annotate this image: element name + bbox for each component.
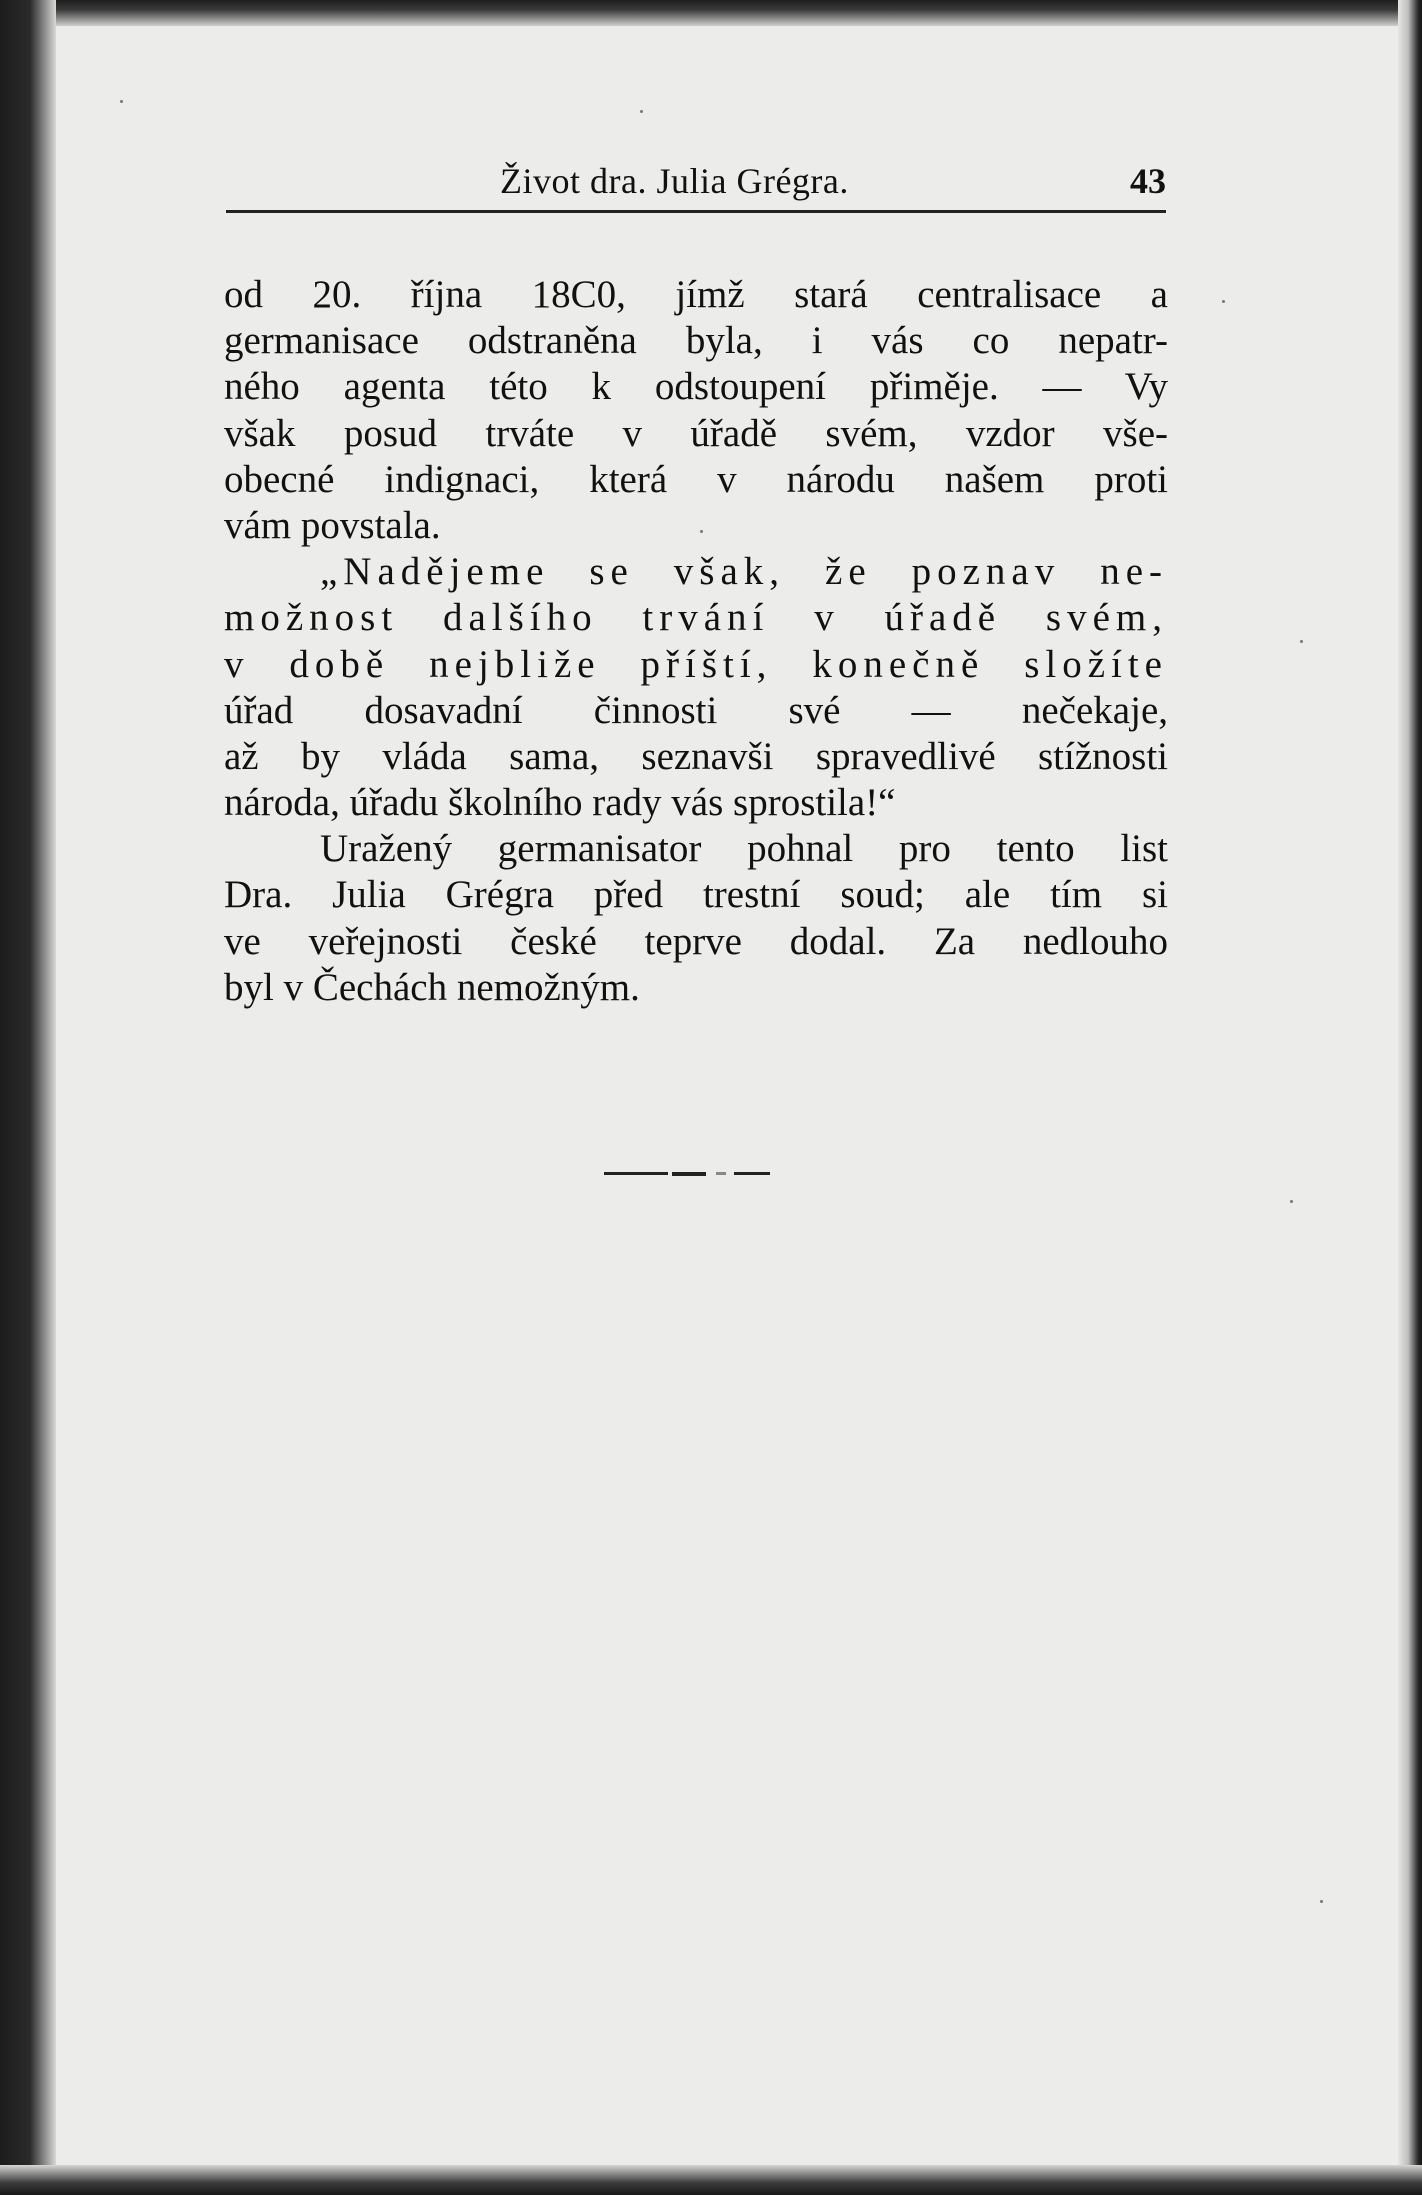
page-header	[226, 160, 1166, 208]
text-line: „Nadějeme se však, že poznav ne-	[320, 550, 1168, 594]
scan-edge-right	[1398, 0, 1422, 2195]
text-line: od 20. října 18C0, jímž stará centralisace a	[224, 273, 1168, 316]
scan-edge-top	[0, 0, 1422, 26]
ornament-dash	[672, 1172, 706, 1176]
text-line: ve veřejnosti české teprve dodal. Za nedlouho	[224, 919, 1168, 963]
text-line: Dra. Julia Grégra před trestní soud; ale tím si	[224, 873, 1168, 917]
running-title: Život dra. Julia Grégra.	[500, 161, 849, 201]
text-line: úřad dosavadní činnosti své — nečekaje,	[224, 688, 1168, 732]
text-line: byl v Čechách nemožným.	[224, 965, 640, 1009]
book-spine-edge	[0, 0, 56, 2195]
paper-speck	[1320, 1900, 1323, 1903]
ornament-dash	[716, 1172, 726, 1175]
paper-speck	[1290, 1200, 1293, 1203]
paper-speck	[700, 530, 703, 533]
text-line: však posud trváte v úřadě svém, vzdor vše-	[224, 411, 1168, 455]
end-ornament	[604, 1172, 770, 1176]
text-line: možnost dalšího trvání v úřadě svém,	[224, 596, 1168, 640]
body-text	[224, 272, 1168, 1011]
text-line: v době nejbliže příští, konečně složíte	[224, 642, 1168, 686]
page-number: 43	[1130, 161, 1166, 201]
text-line: národa, úřadu školního rady vás sprostila!“	[224, 781, 896, 825]
paper-speck	[120, 100, 123, 103]
text-line: vám povstala.	[224, 503, 441, 547]
text-line: Uražený germanisator pohnal pro tento list	[320, 827, 1168, 871]
paper-speck	[1222, 300, 1225, 303]
paper-speck	[1300, 640, 1303, 643]
scan-edge-bottom	[0, 2165, 1422, 2195]
header-rule	[226, 210, 1166, 213]
text-line: germanisace odstraněna byla, i vás co nepatr-	[224, 319, 1168, 363]
paper-speck	[640, 110, 643, 113]
text-line: ného agenta této k odstoupení přiměje. — Vy	[224, 365, 1168, 409]
ornament-dash	[734, 1172, 770, 1175]
ornament-dash	[604, 1172, 668, 1175]
text-line: obecné indignaci, která v národu našem proti	[224, 457, 1168, 501]
text-line: až by vláda sama, seznavši spravedlivé stížnosti	[224, 734, 1168, 778]
